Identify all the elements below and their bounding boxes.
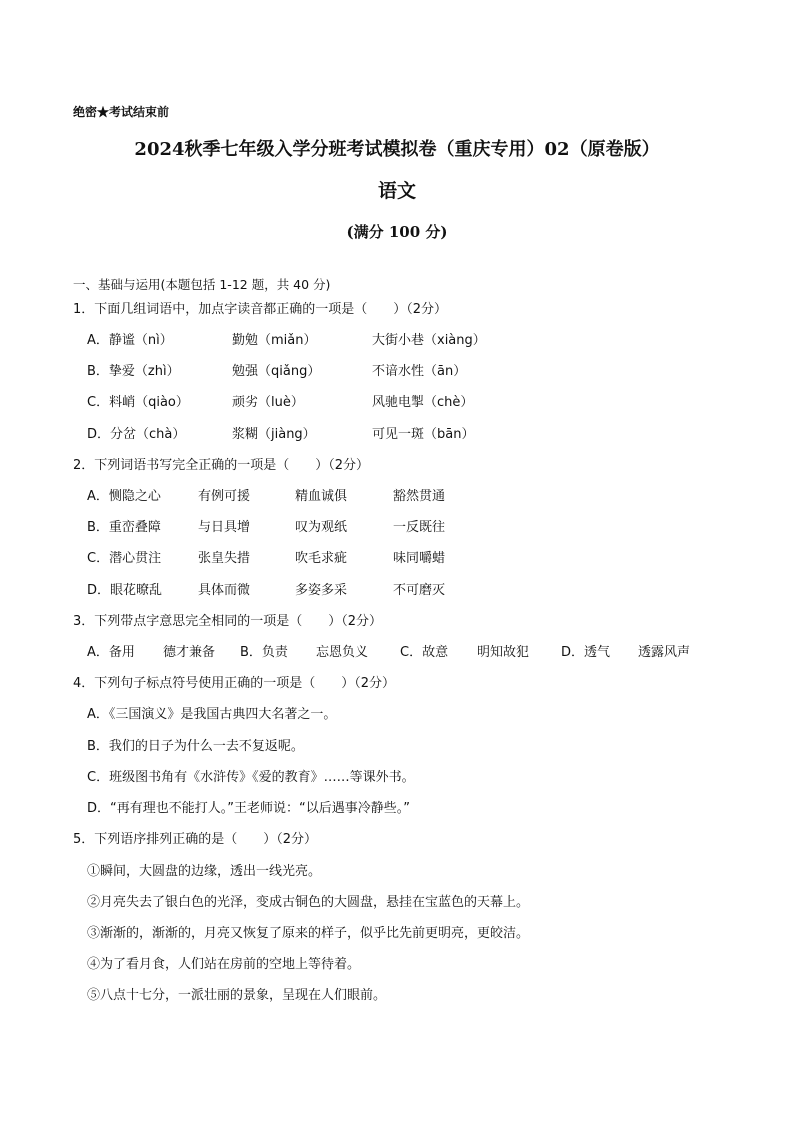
q5-sentence-4: ④为了看月食，人们站在房前的空地上等待着。 <box>87 957 361 972</box>
q5-sentence-3: ③渐渐的，渐渐的，月亮又恢复了原来的样子，似乎比先前更明亮，更皎洁。 <box>87 926 530 941</box>
full-score-label: (满分 100 分) <box>346 223 448 241</box>
q2-option-b-word4: 一反既往 <box>393 520 446 535</box>
q4-option-a: A．《三国演义》是我国古典四大名著之一。 <box>87 707 337 722</box>
q2-option-c-word1: C．潜心贯注 <box>87 551 162 566</box>
q3-option-c: C．故意 <box>400 645 449 660</box>
q3-option-a: A．备用 <box>87 645 135 660</box>
q2-option-a-word1: A．恻隐之心 <box>87 489 161 504</box>
q1-option-b-word2: 勉强（qiǎng） <box>232 364 321 379</box>
q1-option-c-word3: 风驰电掣（chè） <box>372 395 474 410</box>
question-1-stem: 1．下面几组词语中，加点字读音都正确的一项是（ ）（2分） <box>73 302 448 317</box>
q2-option-d-word2: 具体而微 <box>198 583 251 598</box>
q1-option-a-word3: 大街小巷（xiàng） <box>372 333 486 348</box>
q1-option-b-word1: B．挚爱（zhì） <box>87 364 180 379</box>
q5-sentence-5: ⑤八点十七分，一派壮丽的景象，呈现在人们眼前。 <box>87 988 387 1003</box>
section-heading: 一、基础与运用(本题包括 1-12 题，共 40 分) <box>73 277 331 292</box>
q1-option-d-word3: 可见一斑（bān） <box>372 427 475 442</box>
q2-option-b-word1: B．重峦叠障 <box>87 520 161 535</box>
q2-option-d-word1: D．眼花暸乱 <box>87 583 163 598</box>
q5-sentence-2: ②月亮失去了银白色的光泽，变成古铜色的大圆盘，悬挂在宝蓝色的天幕上。 <box>87 895 530 910</box>
q2-option-c-word3: 吹毛求疵 <box>295 551 348 566</box>
q2-option-a-word3: 精血诚俱 <box>295 489 348 504</box>
q5-sentence-1: ①瞬间，大圆盘的边缘，透出一线光亮。 <box>87 864 322 879</box>
subject-title: 语文 <box>377 180 416 202</box>
question-3-stem: 3．下列带点字意思完全相同的一项是（ ）（2分） <box>73 614 383 629</box>
q3-option-a-phrase: 德才兼备 <box>163 645 216 660</box>
q2-option-a-word4: 豁然贯通 <box>393 489 446 504</box>
q1-option-c-word2: 顽劣（luè） <box>232 395 304 410</box>
q1-option-b-word3: 不谙水性（ān） <box>372 364 467 379</box>
q3-option-b: B．负责 <box>240 645 288 660</box>
q3-option-d-phrase: 透露风声 <box>638 645 691 660</box>
question-4-stem: 4．下列句子标点符号使用正确的一项是（ ）（2分） <box>73 676 396 691</box>
question-5-stem: 5．下列语序排列正确的是（ ）（2分） <box>73 832 318 847</box>
q1-option-c-word1: C．料峭（qiào） <box>87 395 189 410</box>
q3-option-c-phrase: 明知故犯 <box>477 645 530 660</box>
q1-option-d-word1: D．分岔（chà） <box>87 427 186 442</box>
question-2-stem: 2．下列词语书写完全正确的一项是（ ）（2分） <box>73 458 370 473</box>
q3-option-d: D．透气 <box>561 645 611 660</box>
q4-option-c: C．班级图书角有《水浒传》《爱的教育》……等课外书。 <box>87 770 415 785</box>
page-title: 2024秋季七年级入学分班考试模拟卷（重庆专用）02（原卷版） <box>134 139 660 160</box>
q1-option-d-word2: 浆糊（jiàng） <box>232 427 316 442</box>
q3-option-b-phrase: 忘恩负义 <box>316 645 369 660</box>
q2-option-b-word2: 与日具增 <box>198 520 251 535</box>
q2-option-c-word2: 张皇失措 <box>198 551 251 566</box>
q2-option-a-word2: 有例可援 <box>198 489 251 504</box>
q2-option-d-word4: 不可磨灭 <box>393 583 446 598</box>
q1-option-a-word1: A．静谧（nì） <box>87 333 173 348</box>
q4-option-d: D．“再有理也不能打人。”王老师说：“以后遇事冷静些。” <box>87 801 410 816</box>
q2-option-d-word3: 多姿多采 <box>295 583 348 598</box>
q1-option-a-word2: 勤勉（miǎn） <box>232 333 317 348</box>
q2-option-b-word3: 叹为观纸 <box>295 520 348 535</box>
confidential-label: 绝密★考试结束前 <box>73 105 170 119</box>
q4-option-b: B．我们的日子为什么一去不复返呢。 <box>87 739 304 754</box>
q2-option-c-word4: 味同嚼蜡 <box>393 551 446 566</box>
